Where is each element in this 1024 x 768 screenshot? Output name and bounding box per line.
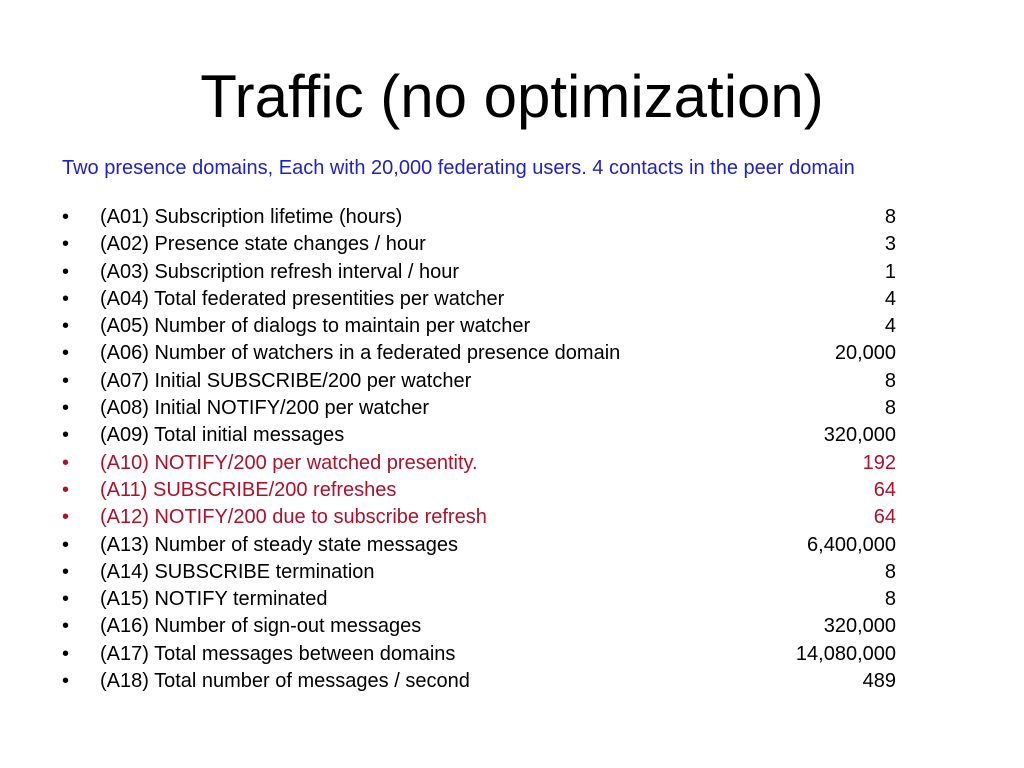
- parameter-label: (A08) Initial NOTIFY/200 per watcher: [100, 397, 430, 420]
- slide-title: Traffic (no optimization): [200, 63, 824, 130]
- parameter-row: [62, 368, 896, 395]
- bullet-icon: •: [62, 506, 70, 529]
- parameter-value: 4: [884, 315, 896, 338]
- parameter-row: [62, 559, 896, 586]
- bullet-icon: •: [62, 315, 70, 338]
- parameter-row: [62, 504, 896, 531]
- parameter-row: [62, 313, 896, 340]
- parameter-row: [62, 450, 896, 477]
- parameter-value: 320,000: [823, 615, 896, 638]
- parameter-label: (A12) NOTIFY/200 due to subscribe refresh: [100, 506, 487, 529]
- parameter-value: 64: [873, 506, 896, 529]
- parameter-label: (A02) Presence state changes / hour: [100, 233, 426, 256]
- parameter-value: 1: [884, 260, 896, 283]
- parameter-label: (A01) Subscription lifetime (hours): [100, 206, 403, 228]
- bullet-icon: •: [62, 260, 70, 283]
- parameter-label: (A05) Number of dialogs to maintain per watcher: [100, 315, 531, 338]
- bullet-icon: •: [62, 424, 70, 447]
- bullet-icon: •: [62, 369, 70, 392]
- parameter-label: (A09) Total initial messages: [100, 424, 345, 447]
- parameter-row: [62, 613, 896, 640]
- parameter-row: [62, 477, 896, 504]
- parameter-row: [62, 532, 896, 559]
- parameter-row: [62, 668, 896, 695]
- bullet-icon: •: [62, 397, 70, 420]
- bullet-icon: •: [62, 233, 70, 256]
- parameter-row: [62, 586, 896, 613]
- parameter-label: (A06) Number of watchers in a federated presence domain: [100, 342, 621, 365]
- bullet-icon: •: [62, 642, 70, 665]
- parameter-label: (A03) Subscription refresh interval / hour: [100, 260, 460, 283]
- parameter-row: [62, 422, 896, 449]
- parameter-value: 20,000: [834, 342, 896, 365]
- parameter-value: 8: [884, 369, 896, 392]
- parameter-value: 6,400,000: [807, 533, 896, 556]
- parameter-value: 8: [884, 588, 896, 611]
- parameter-value: 320,000: [823, 424, 896, 447]
- parameter-row: [62, 641, 896, 668]
- parameter-row: [62, 259, 896, 286]
- parameter-value: 8: [884, 206, 896, 228]
- parameter-row: [62, 204, 896, 231]
- parameter-value: 14,080,000: [795, 642, 896, 665]
- bullet-icon: •: [62, 588, 70, 611]
- parameter-label: (A15) NOTIFY terminated: [100, 588, 328, 611]
- parameter-label: (A18) Total number of messages / second: [100, 670, 470, 693]
- parameter-row: [62, 340, 896, 367]
- parameter-value: 489: [862, 670, 896, 693]
- parameter-label: (A13) Number of steady state messages: [100, 533, 458, 556]
- parameter-label: (A04) Total federated presentities per watcher: [100, 287, 505, 310]
- parameter-row: [62, 395, 896, 422]
- parameter-label: (A07) Initial SUBSCRIBE/200 per watcher: [100, 369, 472, 392]
- bullet-icon: •: [62, 287, 70, 310]
- parameter-value: 8: [884, 397, 896, 420]
- parameter-label: (A17) Total messages between domains: [100, 642, 456, 665]
- parameter-value: 8: [884, 560, 896, 583]
- parameter-value: 3: [884, 233, 896, 256]
- intro-text: Two presence domains, Each with 20,000 federating users. 4 contacts in the peer domain: [62, 157, 855, 179]
- bullet-icon: •: [62, 206, 70, 228]
- bullet-icon: •: [62, 342, 70, 365]
- bullet-icon: •: [62, 615, 70, 638]
- parameter-list: [62, 204, 896, 695]
- parameter-row: [62, 231, 896, 258]
- parameter-label: (A10) NOTIFY/200 per watched presentity.: [100, 451, 478, 474]
- parameter-label: (A14) SUBSCRIBE termination: [100, 560, 375, 583]
- parameter-label: (A16) Number of sign-out messages: [100, 615, 422, 638]
- parameter-value: 64: [873, 478, 896, 501]
- parameter-value: 192: [862, 451, 896, 474]
- parameter-label: (A11) SUBSCRIBE/200 refreshes: [100, 478, 397, 501]
- bullet-icon: •: [62, 451, 70, 474]
- bullet-icon: •: [62, 670, 70, 693]
- parameter-value: 4: [884, 287, 896, 310]
- bullet-icon: •: [62, 478, 70, 501]
- bullet-icon: •: [62, 533, 70, 556]
- parameter-row: [62, 286, 896, 313]
- bullet-icon: •: [62, 560, 70, 583]
